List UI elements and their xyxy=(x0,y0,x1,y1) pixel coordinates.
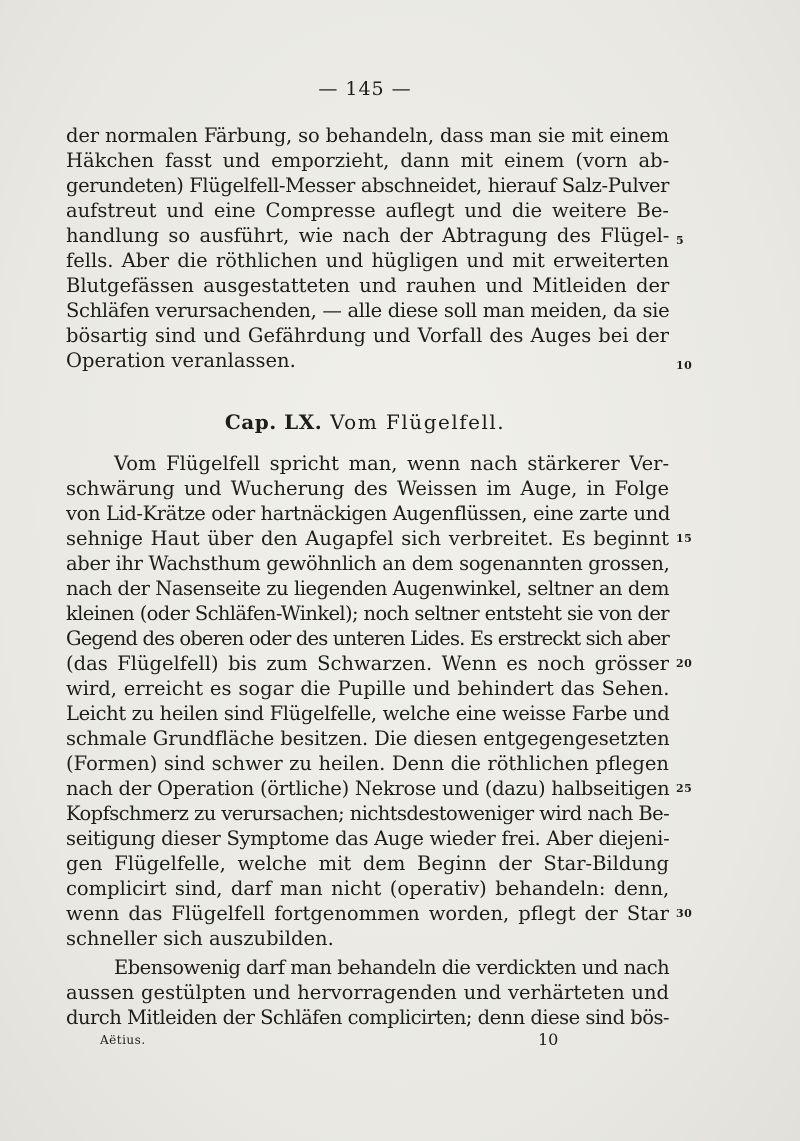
line-number-15: 15 xyxy=(676,532,693,545)
text-line: gerundeten) Flügelfell-Messer abschneidet, hierauf Salz-Pulver xyxy=(66,174,669,197)
text-line: wenn das Flügelfell fortgenommen worden, pflegt der Star xyxy=(66,902,669,925)
text-line: durch Mitleiden der Schläfen complicirten; denn diese sind bös- xyxy=(66,1006,669,1029)
text-line: Operation veranlassen. xyxy=(66,349,296,372)
text-line: (Formen) sind schwer zu heilen. Denn die röthlichen pflegen xyxy=(66,752,669,775)
text-line: nach der Nasenseite zu liegenden Augenwinkel, seltner an dem xyxy=(66,577,669,600)
chapter-number: Cap. LX. xyxy=(224,410,323,434)
text-line: kleinen (oder Schläfen-Winkel); noch seltner entsteht sie von der xyxy=(66,602,669,625)
line-number-30: 30 xyxy=(676,907,693,920)
text-line: bösartig sind und Gefährdung und Vorfall des Auges bei der xyxy=(66,324,669,347)
text-line: schneller sich auszubilden. xyxy=(66,927,334,950)
text-line: Vom Flügelfell spricht man, wenn nach stärkerer Ver- xyxy=(114,452,670,475)
text-line: Blutgefässen ausgestatteten und rauhen und Mitleiden der xyxy=(66,274,670,297)
text-line: Kopfschmerz zu verursachen; nichtsdestoweniger wird nach Be- xyxy=(66,802,670,825)
text-line: aussen gestülpten und hervorragenden und verhärteten und xyxy=(66,981,669,1004)
text-line: fells. Aber die röthlichen und hügligen und mit erweiterten xyxy=(66,249,669,272)
text-line: aber ihr Wachsthum gewöhnlich an dem sogenannten grossen, xyxy=(66,552,670,575)
text-line: sehnige Haut über den Augapfel sich verbreitet. Es beginnt xyxy=(66,527,669,550)
text-line: schmale Grundfläche besitzen. Die diesen entgegengesetzten xyxy=(66,727,670,750)
page-number: — 145 — xyxy=(318,78,412,100)
chapter-heading xyxy=(0,410,730,434)
text-line: complicirt sind, darf man nicht (operativ) behandeln: denn, xyxy=(66,877,670,900)
text-line: Gegend des oberen oder des unteren Lides. Es erstreckt sich aber xyxy=(66,627,669,650)
signature-mark: Aëtius. xyxy=(100,1033,146,1047)
chapter-title: Vom Flügelfell. xyxy=(330,410,506,434)
text-line: Schläfen verursachenden, — alle diese soll man meiden, da sie xyxy=(66,299,670,322)
line-number-10: 10 xyxy=(676,359,693,372)
text-line: schwärung und Wucherung des Weissen im Auge, in Folge xyxy=(66,477,669,500)
line-number-5: 5 xyxy=(676,234,685,247)
text-line: der normalen Färbung, so behandeln, dass man sie mit einem xyxy=(66,124,669,147)
text-line: seitigung dieser Symptome das Auge wieder frei. Aber diejeni- xyxy=(66,827,670,850)
text-line: handlung so ausführt, wie nach der Abtragung des Flügel- xyxy=(66,224,670,247)
line-number-25: 25 xyxy=(676,782,693,795)
text-line: von Lid-Krätze oder hartnäckigen Augenflüssen, eine zarte und xyxy=(66,502,670,525)
text-line: Ebensowenig darf man behandeln die verdickten und nach xyxy=(114,956,670,979)
text-line: wird, erreicht es sogar die Pupille und behindert das Sehen. xyxy=(66,677,670,700)
text-line: (das Flügelfell) bis zum Schwarzen. Wenn es noch grösser xyxy=(66,652,669,675)
text-line: nach der Operation (örtliche) Nekrose und (dazu) halbseitigen xyxy=(66,777,670,800)
text-line: Häkchen fasst und emporzieht, dann mit einem (vorn ab- xyxy=(66,149,670,172)
line-number-20: 20 xyxy=(676,657,693,670)
text-line: gen Flügelfelle, welche mit dem Beginn der Star-Bildung xyxy=(66,852,669,875)
text-line: aufstreut und eine Compresse auflegt und die weitere Be- xyxy=(66,199,669,222)
sheet-number: 10 xyxy=(538,1030,559,1049)
text-line: Leicht zu heilen sind Flügelfelle, welche eine weisse Farbe und xyxy=(66,702,670,725)
